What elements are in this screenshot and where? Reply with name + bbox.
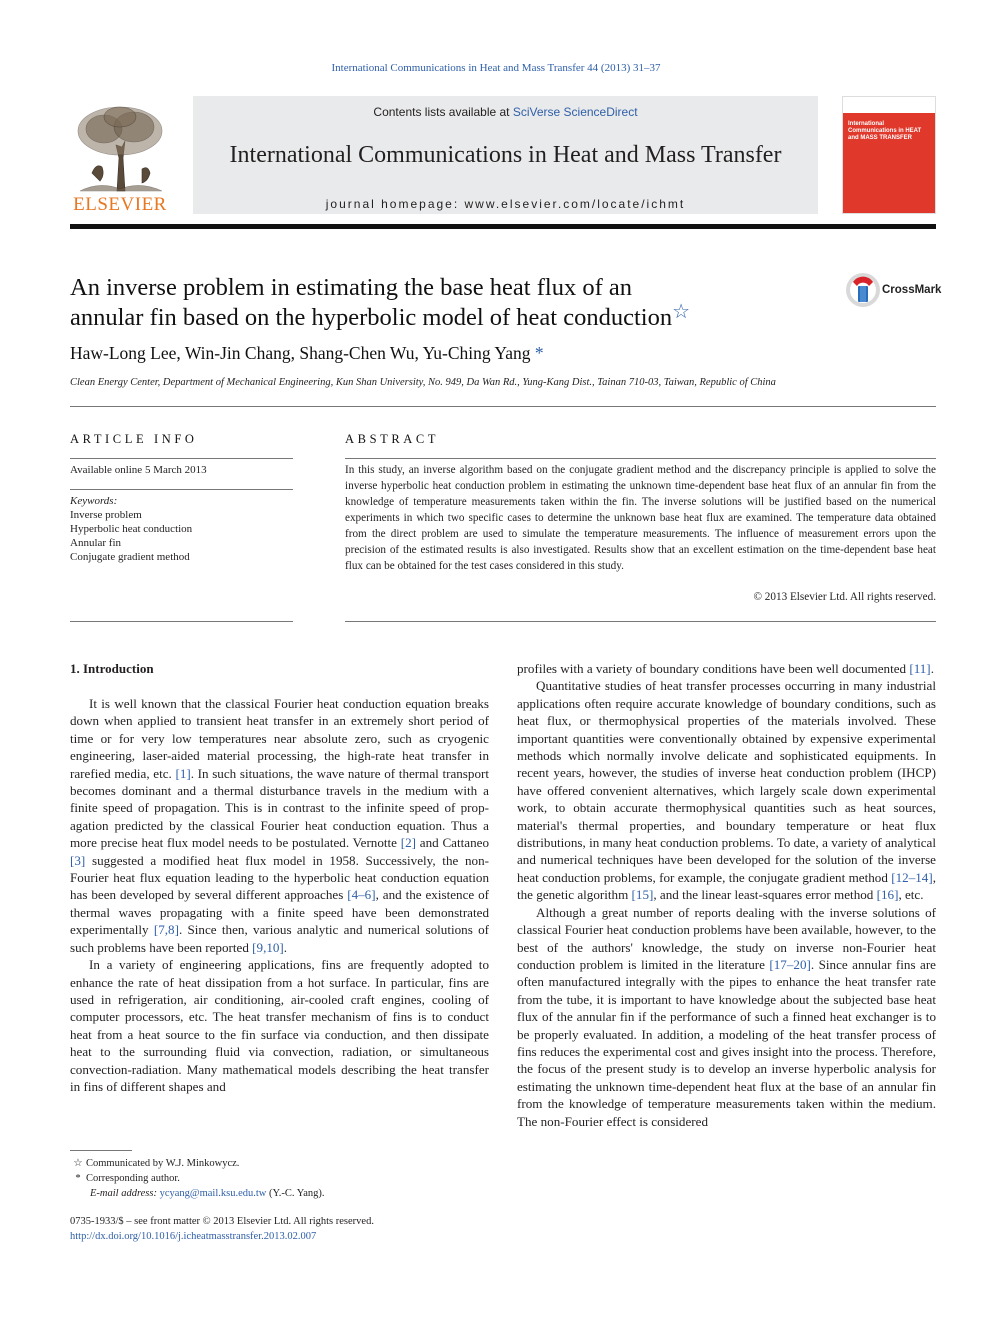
paragraph: Quantitative studies of heat transfer processes occurring in many industrial applications often require accurate knowledge of boundary conditions, such as heat flux, or thermophysical properties of the materials involved. These important quantities were conventionally obtained by expensive experimental methods which normally involve delicate and sophisticated equipments. In recent years, however, the studies of inverse heat conduction problem (IHCP) have offered convenient alternatives, which largely scale down experimental work, to obtain accurate thermophysical quantities such as heat sources, material's thermal properties, and boundary temperature or heat flux distributions, in many heat conduction problems. To date, a variety of analytical and numerical techniques have been developed for the solution of the inverse heat conduction problems, for example, the conjugate gradient method [12–14], the genetic algorithm [15], and the linear least-squares error method [16], etc. bbox=[517, 678, 936, 903]
paragraph: Although a great number of reports dealing with the inverse solutions of classical Fourier heat conduction problems have been available, however, to the best of the authors' knowledge, the study on inverse non-Fourier heat conduction problem is limited in the literature [17–20]. Since annular fins are often manufactured integrally with the pipes to enhance the heat transfer rate from the tube, it is important to have knowledge about the subjected base heat flux of the annular fin if the performance of such a finned heat exchanger is to be properly evaluated. In addition, a modeling of the heat transfer process of fins reduces the experimental cost and gives insight into the process. Therefore, the focus of the present study is to develop an inverse hyperbolic analysis for estimating the unknown time-dependent heat flux at the base of an annular fin from the knowledge of temperature measurements taken within the medium. The non-Fourier effect is considered bbox=[517, 904, 936, 1129]
email-link[interactable]: ycyang@mail.ksu.edu.tw bbox=[159, 1188, 267, 1199]
keyword-item: Conjugate gradient method bbox=[70, 551, 190, 563]
contents-prefix: Contents lists available at bbox=[373, 105, 510, 119]
doi-link[interactable]: http://dx.doi.org/10.1016/j.icheatmasstransfer.2013.02.007 bbox=[70, 1231, 317, 1242]
title-line-2: annular fin based on the hyperbolic model of heat conduction bbox=[70, 304, 673, 331]
abstract-bottom-rule bbox=[345, 621, 936, 622]
title-footnote-mark[interactable]: ☆ bbox=[672, 301, 691, 323]
keyword-item: Annular fin bbox=[70, 537, 122, 549]
footnote-email bbox=[70, 1186, 325, 1201]
sciencedirect-link[interactable]: SciVerse ScienceDirect bbox=[512, 105, 638, 119]
paragraph: In a variety of engineering applications, fins are frequently adopted to enhance the rate of heat dissipation from a hot surface. In particular, fins are used in refrigeration, air conditioning, air-cooled craft engines, cooling of computer processors, etc. The heat transfer mechanism of fins is to conduct heat from a heat source to the fin surface via conduction, and then dissipate heat to the surrounding fluid via convection, radiation, or simultaneous convection-radiation. Many mathematical models describing the heat transfer in fins of different shapes and bbox=[70, 957, 489, 1094]
keywords-rule bbox=[70, 489, 293, 490]
journal-title: International Communications in Heat and Mass Transfer bbox=[229, 142, 782, 168]
paragraph: It is well known that the classical Fourier heat conduction equation breaks down when applied to transient heat transfer in an extremely short period of time or for very low temperatures near absolute zero, such as cryogenic engineering, laser-aided material processing, the high-rate heat transfer in rarefied media, etc. [1]. In such situations, the wave nature of thermal transport becomes dominant and a thermal disturbance travels in the medium with a finite speed of propagation. This is in contrast to the infinite speed of propagation predicted by the classical Fourier heat conduction equation. Thus a more precise heat flux model needs to be postulated. Vernotte [2] and Cattaneo [3] suggested a modified heat flux model in 1958. Successively, the non-Fourier heat flux equation leading to the hyperbolic heat conduction equation has been developed by several different approaches [4–6], and the existence of thermal waves propagating with a finite speed have been demonstrated experimentally [7,8]. Since then, various analytic and numerical solutions of such problems have been reported [9,10]. bbox=[70, 696, 490, 955]
cover-top-band bbox=[843, 97, 935, 113]
citation-link[interactable]: [3] bbox=[70, 852, 86, 868]
keywords-block bbox=[70, 494, 192, 564]
citation-link[interactable]: [7,8] bbox=[153, 922, 179, 938]
elsevier-wordmark[interactable]: ELSEVIER bbox=[73, 194, 167, 215]
email-label: E-mail address: bbox=[90, 1188, 157, 1199]
footnote-text: Communicated by W.J. Minkowycz. bbox=[86, 1158, 240, 1169]
citation-link[interactable]: [11] bbox=[909, 661, 931, 676]
corresponding-author-mark[interactable]: * bbox=[534, 343, 544, 363]
citation-link[interactable]: [15] bbox=[631, 887, 654, 903]
cover-title: International Communications in HEAT and MASS TRANSFER bbox=[848, 121, 922, 141]
citation-link[interactable]: [16] bbox=[876, 887, 899, 903]
footnote-corresponding bbox=[70, 1171, 325, 1186]
header-divider bbox=[70, 224, 936, 229]
crossmark-icon bbox=[845, 272, 881, 308]
crossmark-label[interactable]: CrossMark bbox=[882, 284, 942, 296]
author-list bbox=[70, 343, 544, 364]
footnote-mark: * bbox=[75, 1173, 81, 1184]
citation-link[interactable]: [4–6] bbox=[347, 887, 376, 903]
abstract-text: In this study, an inverse algorithm based on the conjugate gradient method and the discrepancy principle is applied to solve the inverse hyperbolic heat conduction problem in estimating the unknown time-dependent base heat flux of an annular fin from the knowledge of temperature measurements taken within the fin. The inverse solutions will be justified based on the numerical experiments in which two specific cases to determine the unknown base heat flux are examined. The temperature data obtained from the direct problem are used to simulate the temperature measurements. The influence of measurement errors upon the precision of the estimated results is also investigated. Results show that an excellent estimation on the time-dependent base heat flux can be obtained for the test cases considered in this study. bbox=[345, 464, 936, 572]
article-title bbox=[70, 273, 770, 333]
cover-red-panel bbox=[843, 113, 935, 213]
footnotes bbox=[70, 1156, 325, 1201]
footnote-communicated bbox=[70, 1156, 325, 1171]
abstract-rule bbox=[345, 458, 936, 459]
journal-homepage[interactable]: journal homepage: www.elsevier.com/locate/ichmt bbox=[325, 197, 686, 211]
citation-link[interactable]: [12–14] bbox=[891, 869, 933, 885]
section-heading-introduction: 1. Introduction bbox=[70, 661, 154, 676]
body-column-left bbox=[70, 695, 489, 1095]
footnote-text: Corresponding author. bbox=[86, 1173, 180, 1184]
citation-link[interactable]: [17–20] bbox=[769, 956, 811, 972]
abstract-heading: ABSTRACT bbox=[345, 432, 440, 446]
journal-cover-thumbnail[interactable] bbox=[842, 96, 936, 214]
article-info-rule bbox=[70, 458, 293, 459]
title-line-1: An inverse problem in estimating the base heat flux of an bbox=[70, 274, 632, 301]
article-info-bottom-rule bbox=[70, 621, 293, 622]
citation-link[interactable]: [9,10] bbox=[252, 939, 284, 955]
authors-text: Haw-Long Lee, Win-Jin Chang, Shang-Chen Wu, Yu-Ching Yang bbox=[70, 343, 531, 363]
body-column-right bbox=[517, 660, 936, 1130]
article-info-heading: ARTICLE INFO bbox=[70, 432, 198, 446]
footnote-divider bbox=[70, 1150, 132, 1151]
affiliation-divider bbox=[70, 406, 936, 407]
available-online: Available online 5 March 2013 bbox=[70, 464, 207, 476]
citation-link[interactable]: [2] bbox=[400, 835, 417, 851]
front-matter bbox=[70, 1214, 374, 1244]
paragraph: profiles with a variety of boundary conditions have been well documented [11]. bbox=[517, 661, 934, 676]
footnote-mark: ☆ bbox=[73, 1158, 83, 1169]
citation-link[interactable]: [1] bbox=[175, 765, 191, 781]
abstract-copyright: © 2013 Elsevier Ltd. All rights reserved. bbox=[753, 591, 936, 603]
email-suffix: (Y.-C. Yang). bbox=[269, 1188, 325, 1199]
keyword-item: Inverse problem bbox=[70, 509, 142, 521]
contents-line bbox=[193, 105, 818, 119]
front-matter-text: 0735-1933/$ – see front matter © 2013 Elsevier Ltd. All rights reserved. bbox=[70, 1216, 374, 1227]
journal-reference[interactable]: International Communications in Heat and Mass Transfer 44 (2013) 31–37 bbox=[331, 62, 661, 74]
affiliation: Clean Energy Center, Department of Mechanical Engineering, Kun Shan University, No. 949, Da Wan Rd., Yung-Kang Dist., Tainan 710-03, Taiwan, Republic of China bbox=[70, 377, 776, 388]
keywords-label: Keywords: bbox=[70, 495, 118, 507]
keyword-item: Hyperbolic heat conduction bbox=[70, 523, 193, 535]
